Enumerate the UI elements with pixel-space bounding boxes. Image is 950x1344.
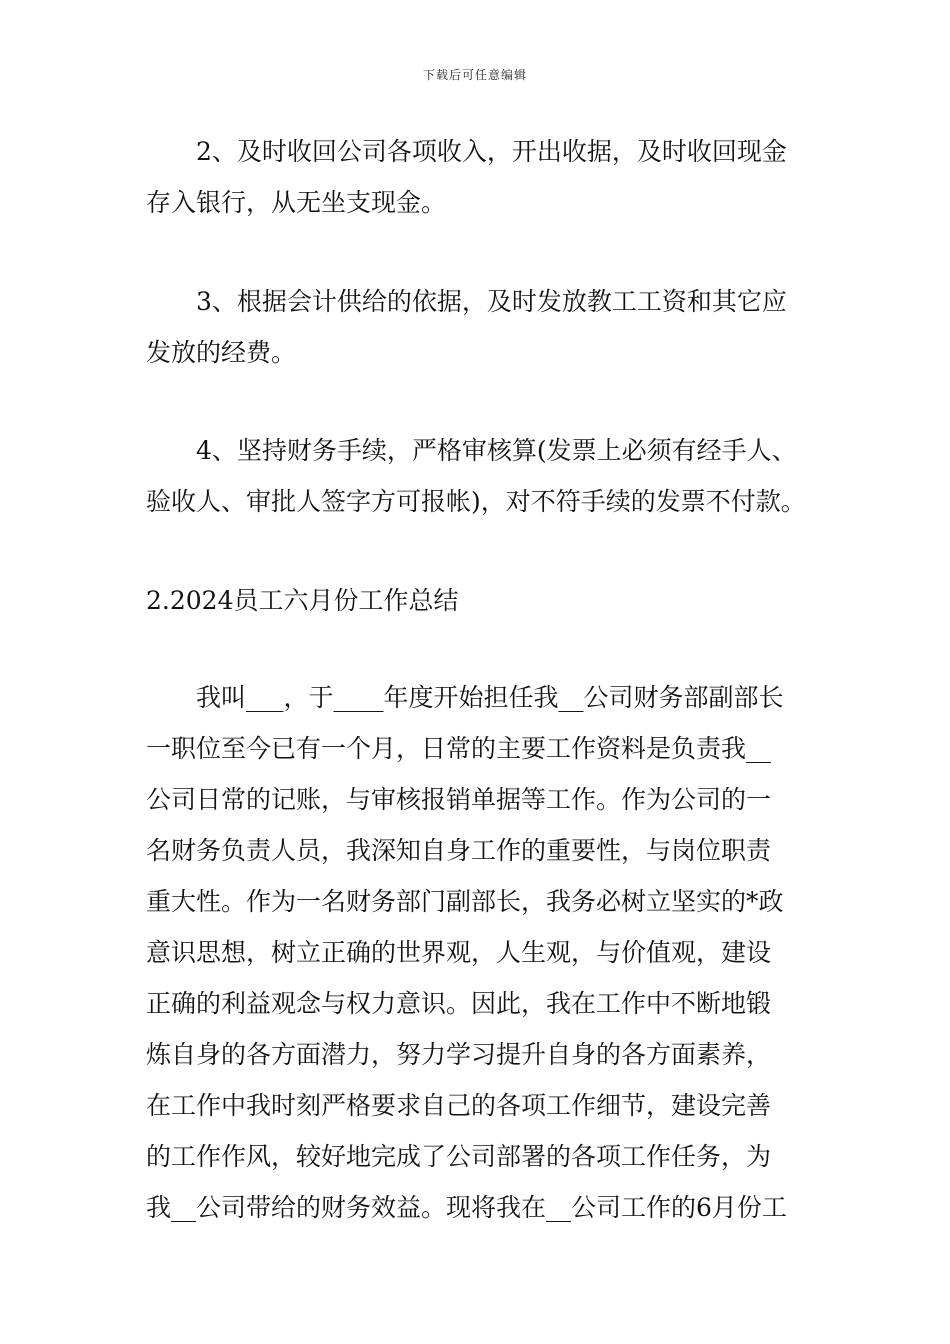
paragraph-item-4 xyxy=(146,425,810,527)
paragraph-line: 在工作中我时刻严格要求自己的各项工作细节，建设完善 xyxy=(146,1091,772,1120)
paragraph-line: 发放的经费。 xyxy=(146,338,297,367)
paragraph-line: 正确的利益观念与权力意识。因此，我在工作中不断地锻 xyxy=(146,989,772,1018)
paragraph-line: 重大性。作为一名财务部门副部长，我务必树立坚实的*政 xyxy=(146,887,784,916)
paragraph-line: 公司日常的记账，与审核报销单据等工作。作为公司的一 xyxy=(146,785,772,814)
page-header-note: 下载后可任意编辑 xyxy=(422,68,527,82)
paragraph-line: 炼自身的各方面潜力，努力学习提升自身的各方面素养， xyxy=(146,1040,772,1069)
paragraph-line: 4、坚持财务手续，严格审核算(发票上必须有经手人、 xyxy=(146,436,797,465)
paragraph-line: 的工作作风，较好地完成了公司部署的各项工作任务，为 xyxy=(146,1142,772,1171)
paragraph-item-2 xyxy=(146,126,810,228)
paragraph-line: 3、根据会计供给的依据，及时发放教工工资和其它应 xyxy=(146,287,787,316)
section-heading: 2.2024员工六月份工作总结 xyxy=(146,586,459,615)
paragraph-line: 验收人、审批人签字方可报帐)，对不符手续的发票不付款。 xyxy=(146,487,806,516)
paragraph-line: 2、及时收回公司各项收入，开出收据，及时收回现金 xyxy=(146,137,787,166)
paragraph-line: 意识思想，树立正确的世界观，人生观，与价值观，建设 xyxy=(146,938,772,967)
paragraph-line: 存入银行，从无坐支现金。 xyxy=(146,188,447,217)
paragraph-line: 我叫___，于____年度开始担任我__公司财务部副部长 xyxy=(146,683,784,712)
paragraph-item-3 xyxy=(146,276,810,378)
body-paragraph xyxy=(146,672,810,1233)
paragraph-line: 名财务负责人员，我深知自身工作的重要性，与岗位职责 xyxy=(146,836,772,865)
paragraph-line: 我__公司带给的财务效益。现将我在__公司工作的6月份工 xyxy=(146,1193,787,1222)
paragraph-line: 一职位至今已有一个月，日常的主要工作资料是负责我__ xyxy=(146,734,772,763)
